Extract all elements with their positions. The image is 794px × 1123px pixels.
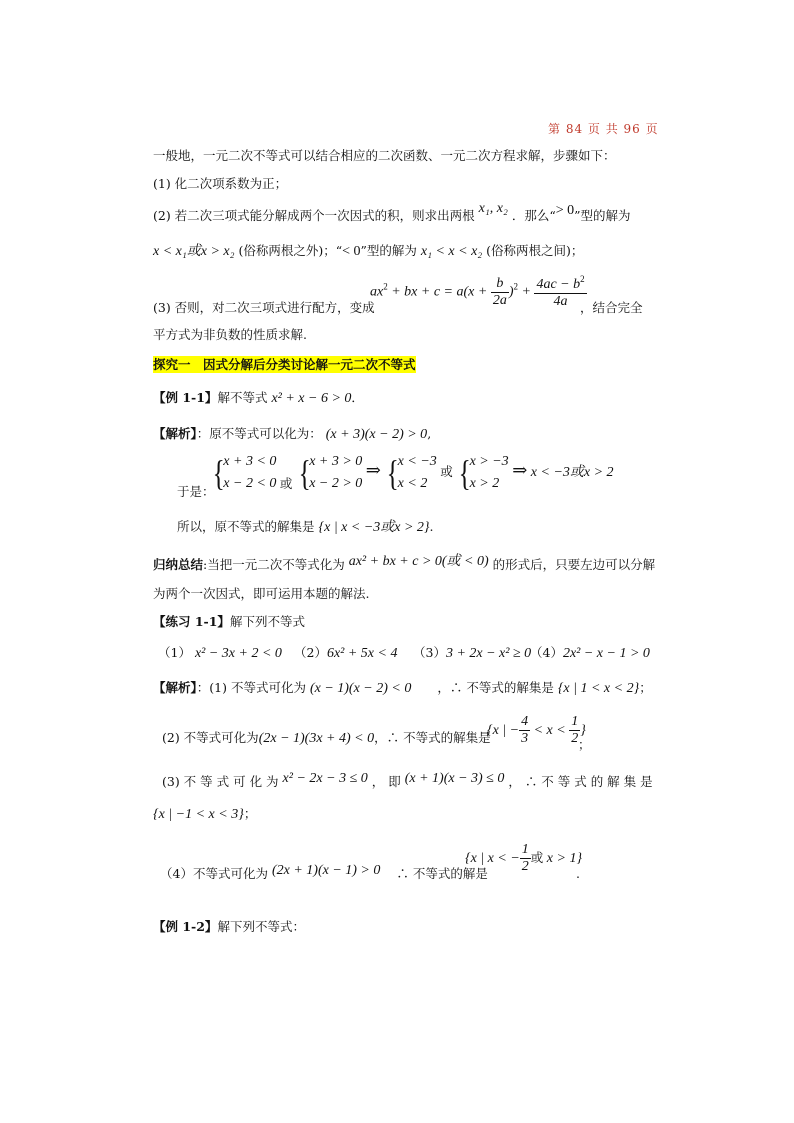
step-3-text: (3) 否则，对二次三项式进行配方，变成 xyxy=(153,300,375,315)
step-1: (1) 化二次项系数为正； xyxy=(153,176,288,191)
case-analysis-system: {x + 3 < 0 x − 2 < 0 或 {x + 3 > 0 x − 2 > 0 ⇒ {x < −3 x < 2 或 {x > −3 x > 2 ⇒ x < −3或x > 2 xyxy=(212,452,614,493)
example-1-2: 【例 1-2】解下列不等式： xyxy=(153,919,305,934)
step-3-tail: ，结合完全 xyxy=(580,300,643,315)
practice-item-3: （3）3 + 2x − x² ≥ 0 xyxy=(413,645,532,661)
intro-line: 一般地，一元二次不等式可以结合相应的二次函数、一元二次方程求解，步骤如下： xyxy=(153,148,616,163)
gt-zero: > 0 xyxy=(555,203,575,218)
page-number: 第 84 页 共 96 页 xyxy=(548,122,659,136)
practice-solution-4-end: . xyxy=(576,866,580,881)
solution-set: {x | x < −3或x > 2} xyxy=(318,520,430,535)
practice-item-1: （1） x² − 3x + 2 < 0 xyxy=(158,645,282,661)
case-result: x < −3或x > 2 xyxy=(530,464,614,480)
step-3-line2: 平方式为非负数的性质求解. xyxy=(153,327,307,342)
outside-roots-formula: x < x₁或x > x₂ xyxy=(153,244,235,259)
practice-solution-2-end: ； xyxy=(578,737,591,752)
example-1-1-solution: 【解析】：原不等式可以化为： (x + 3)(x − 2) > 0, xyxy=(153,426,432,442)
summary-line1: 归纳总结:当把一元二次不等式化为 ax² + bx + c > 0(或 < 0) 的形式后，只要左边可以分解 xyxy=(153,554,656,572)
practice-solution-3-set: {x | −1 < x < 3}； xyxy=(153,806,257,822)
example-1-1: 【例 1-1】解不等式 x² + x − 6 > 0． xyxy=(153,390,364,406)
so-label: 于是： xyxy=(177,484,215,499)
practice-item-2: （2）6x² + 5x < 4 xyxy=(294,645,398,661)
section-title: 探究一 因式分解后分类讨论解一元二次不等式 xyxy=(153,357,416,372)
practice-item-4: （4）2x² − x − 1 > 0 xyxy=(530,645,650,661)
practice-solution-1: 【解析】：(1) 不等式可化为 (x − 1)(x − 2) < 0 ，∴ 不等式的解集是 {x | 1 < x < 2}； xyxy=(153,680,652,696)
example-inequality: x² + x − 6 > 0 xyxy=(271,391,352,406)
step-2-line2: x < x₁或x > x₂ (俗称两根之外)；“< 0”型的解为 x₁ < x < x₂ (俗称两根之间)； xyxy=(153,243,584,259)
lt-zero: < 0 xyxy=(342,244,361,259)
factored-form: (x + 3)(x − 2) > 0 xyxy=(325,427,428,442)
practice-solution-4: （4）不等式可化为 (2x + 1)(x − 1) > 0 ∴ 不等式的解是 xyxy=(160,863,488,881)
completing-square-formula: $ax^2$ + bx + c = a(x + $\frac{b}{2a}$ )$^2$ + $\frac{4ac - b^2}{4a}$ xyxy=(370,274,585,310)
summary-line2: 为两个一次因式，即可运用本题的解法. xyxy=(153,586,370,601)
roots-formula: x₁, x₂ xyxy=(478,201,508,216)
step-2-line1: (2) 若二次三项式能分解成两个一次因式的积，则求出两根 x₁, x₂ ．那么“> 0”型的解为 xyxy=(153,201,631,223)
general-form: ax² + bx + c > 0(或 < 0) xyxy=(348,554,489,569)
practice-solution-3: (3) 不 等 式 可 化 为 x² − 2x − 3 ≤ 0 ， 即 (x + 1)(x − 3) ≤ 0 ， ∴ 不 等 式 的 解 集 是 xyxy=(162,771,653,789)
practice-1-1: 【练习 1-1】解下列不等式 xyxy=(153,614,305,629)
practice-solution-2: (2) 不等式可化为(2x − 1)(3x + 4) < 0，∴ 不等式的解集是 xyxy=(162,730,491,746)
practice-solution-4-set: {x | x < − $\frac{1}{2}$ 或 x > 1} xyxy=(465,842,583,875)
between-roots-formula: x₁ < x < x₂ xyxy=(420,244,483,259)
practice-solution-2-set: {x | − $\frac{4}{3}$ < x < $\frac{1}{2}$ } xyxy=(487,714,586,747)
example-1-1-conclusion: 所以，原不等式的解集是 {x | x < −3或x > 2}. xyxy=(177,519,434,535)
